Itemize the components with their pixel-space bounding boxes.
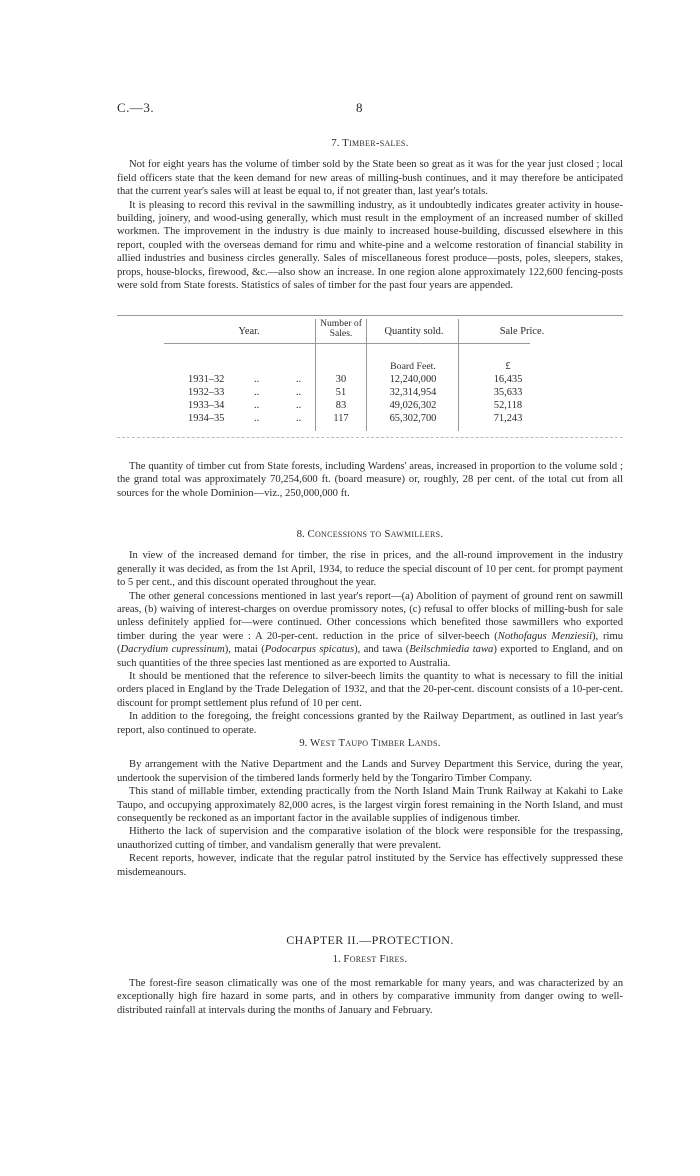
cell-sales: 30	[335, 374, 347, 385]
cell-year: 1932–33	[188, 387, 225, 398]
species-name: Podocarpus spicatus	[264, 644, 355, 656]
section-title: Forest Fires.	[343, 953, 408, 966]
cell-quantity: 65,302,700	[389, 413, 437, 424]
cell-leader: ..	[296, 400, 302, 411]
section-heading	[117, 528, 623, 541]
cell-sales: 83	[335, 400, 347, 411]
section-title: Concessions to Sawmillers.	[307, 528, 444, 540]
cell-leader: ..	[296, 374, 302, 385]
paragraph: In addition to the foregoing, the freight concessions granted by the Railway Department, as outlined in last year's report, also continued to operate.	[117, 711, 623, 736]
species-name: Nothofagus Menziesii	[497, 630, 593, 642]
paragraph: It should be mentioned that the reference to silver-beech limits the quantity to what is necessary to fill the initial orders placed in England by the Trade Delegation of 1932, and that the 20-per-cent. discount consists of a 10-per-cent. discount for prompt settlement plus refund of 10 per cent.	[117, 671, 623, 709]
section-title: Timber-sales.	[342, 137, 409, 149]
cell-leader: ..	[254, 413, 260, 424]
species-name: Beilschmiedia tawa	[409, 644, 494, 656]
cell-leader: ..	[254, 400, 260, 411]
paragraph: Hitherto the lack of supervision and the comparative isolation of the block were responsible for the trespassing, unauthorized cutting of timber, and vandalism generally that were prevalent.	[117, 826, 623, 851]
section-number: 8.	[296, 528, 305, 540]
header-year: Year.	[238, 326, 260, 337]
cell-price: 35,633	[493, 387, 523, 398]
cell-price: 71,243	[493, 413, 523, 424]
section-heading	[117, 737, 623, 750]
section-number: 1.	[332, 953, 341, 966]
table-top-rule	[117, 315, 623, 316]
paragraph: By arrangement with the Native Department and the Lands and Survey Department this Service, during the year, undertook the supervision of the timbered lands formerly held by the Tongariro Timber Company.	[117, 759, 623, 784]
cell-year: 1934–35	[188, 413, 225, 424]
species-name: Dacrydium cupressinum	[120, 644, 225, 656]
paragraph: Not for eight years has the volume of timber sold by the State been so great as it was for the year just closed ; local field officers state that the keen demand for new areas of milling-bush continues, and it may therefore be anticipated that the current year's sales will at least be equal to, if not greater than, last year's totals.	[117, 159, 623, 198]
cell-quantity: 32,314,954	[389, 387, 437, 398]
column-divider	[366, 319, 367, 431]
section-title: West Taupo Timber Lands.	[310, 737, 441, 749]
section-timber-sales	[117, 137, 623, 292]
chapter-protection	[117, 934, 623, 1017]
page-header	[117, 101, 637, 117]
cell-leader: ..	[254, 387, 260, 398]
header-sales: Number of Sales.	[320, 318, 362, 339]
section-west-taupo	[117, 737, 623, 879]
cell-leader: ..	[296, 413, 302, 424]
paragraph: This stand of millable timber, extending practically from the North Island Main Trunk Railway at Kakahi to Lake Taupo, and occupying approximately 82,000 acres, is the largest virgin forest remaining in the North Island, and must consequently be reckoned as an important factor in the available supplies of indigenous timber.	[117, 786, 623, 825]
section-concessions	[117, 528, 623, 737]
paragraph: The other general concessions mentioned in last year's report—(a) Abolition of payment of ground rent on sawmill areas, (b) waiving of interest-charges on overdue promissory notes, (c) refusal to offer blocks of milling-bush for sale unless definitely applied for—were continued. Other concessions which benefited those sawmillers who exported timber during the year were : A 20-per-cent. reduction in the price of silver-beech (Nothofagus Menziesii), rimu (Dacrydium cupressinum), matai (Podocarpus spicatus), and tawa (Beilschmiedia tawa) exported to England, and on such quantities of the three species last mentioned as are exported to Australia.	[117, 590, 623, 669]
cell-price: 16,435	[493, 374, 523, 385]
cell-year: 1933–34	[188, 400, 225, 411]
chapter-title: CHAPTER II.—PROTECTION.	[286, 933, 454, 947]
cell-sales: 117	[333, 413, 349, 424]
paragraph: The quantity of timber cut from State forests, including Wardens' areas, increased in proportion to the volume sold ; the grand total was approximately 70,254,600 ft. (board measure) or, roughly, 28 per cent. of the total cut from all sources for the whole Dominion—viz., 250,000,000 ft.	[117, 461, 623, 499]
cell-price: 52,118	[493, 400, 523, 411]
header-price: Sale Price.	[499, 326, 545, 337]
cell-leader: ..	[296, 387, 302, 398]
paragraph: Recent reports, however, indicate that the regular patrol instituted by the Service has effectively suppressed these misdemeanours.	[117, 853, 623, 878]
table-header-rule	[164, 343, 530, 344]
cell-quantity: 12,240,000	[389, 374, 437, 385]
unit-quantity: Board Feet.	[390, 361, 436, 372]
paragraph: In view of the increased demand for timber, the rise in prices, and the all-round improvement in the industry generally it was decided, as from the 1st April, 1934, to reduce the special discount of 10 per cent. for prompt payment to 5 per cent., and this discount operated throughout the year.	[117, 550, 623, 589]
section-heading	[117, 137, 623, 150]
document-reference: C.—3.	[117, 100, 155, 115]
header-quantity: Quantity sold.	[384, 326, 444, 337]
paragraph: The forest-fire season climatically was one of the most remarkable for many years, and was characterized by an exceptionally high fire hazard in some parts, and in others by comparative immunity from danger owing to well-distributed rainfall at intervals during the months of January and February.	[117, 977, 623, 1016]
section-heading	[117, 953, 623, 966]
paragraph: It is pleasing to record this revival in the sawmilling industry, as it undoubtedly indicates greater activity in house-building, joinery, and wood-using generally, which must result in the employment of an increased number of skilled workmen. The improvement in the industry is due mainly to increased house-building, discussed elsewhere in this report, coupled with the overseas demand for rimu and white-pine and a welcome restoration of financial stability in allied industries and business circles generally. Sales of miscellaneous forest produce—posts, poles, sleepers, stakes, props, house-blocks, firewood, &c.—also show an increase. In one region alone approximately 122,600 fencing-posts were sold from State forests. Statistics of sales of timber for the past four years are appended.	[117, 199, 623, 292]
column-divider	[458, 319, 459, 431]
page-number: 8	[356, 100, 363, 115]
cell-year: 1931–32	[188, 374, 225, 385]
unit-price: £	[505, 361, 511, 372]
cell-leader: ..	[254, 374, 260, 385]
section-timber-sales-continued	[117, 460, 623, 500]
section-number: 7.	[331, 137, 340, 149]
cell-quantity: 49,026,302	[389, 400, 437, 411]
table-bottom-rule	[117, 437, 623, 438]
section-number: 9.	[299, 737, 308, 749]
cell-sales: 51	[335, 387, 347, 398]
